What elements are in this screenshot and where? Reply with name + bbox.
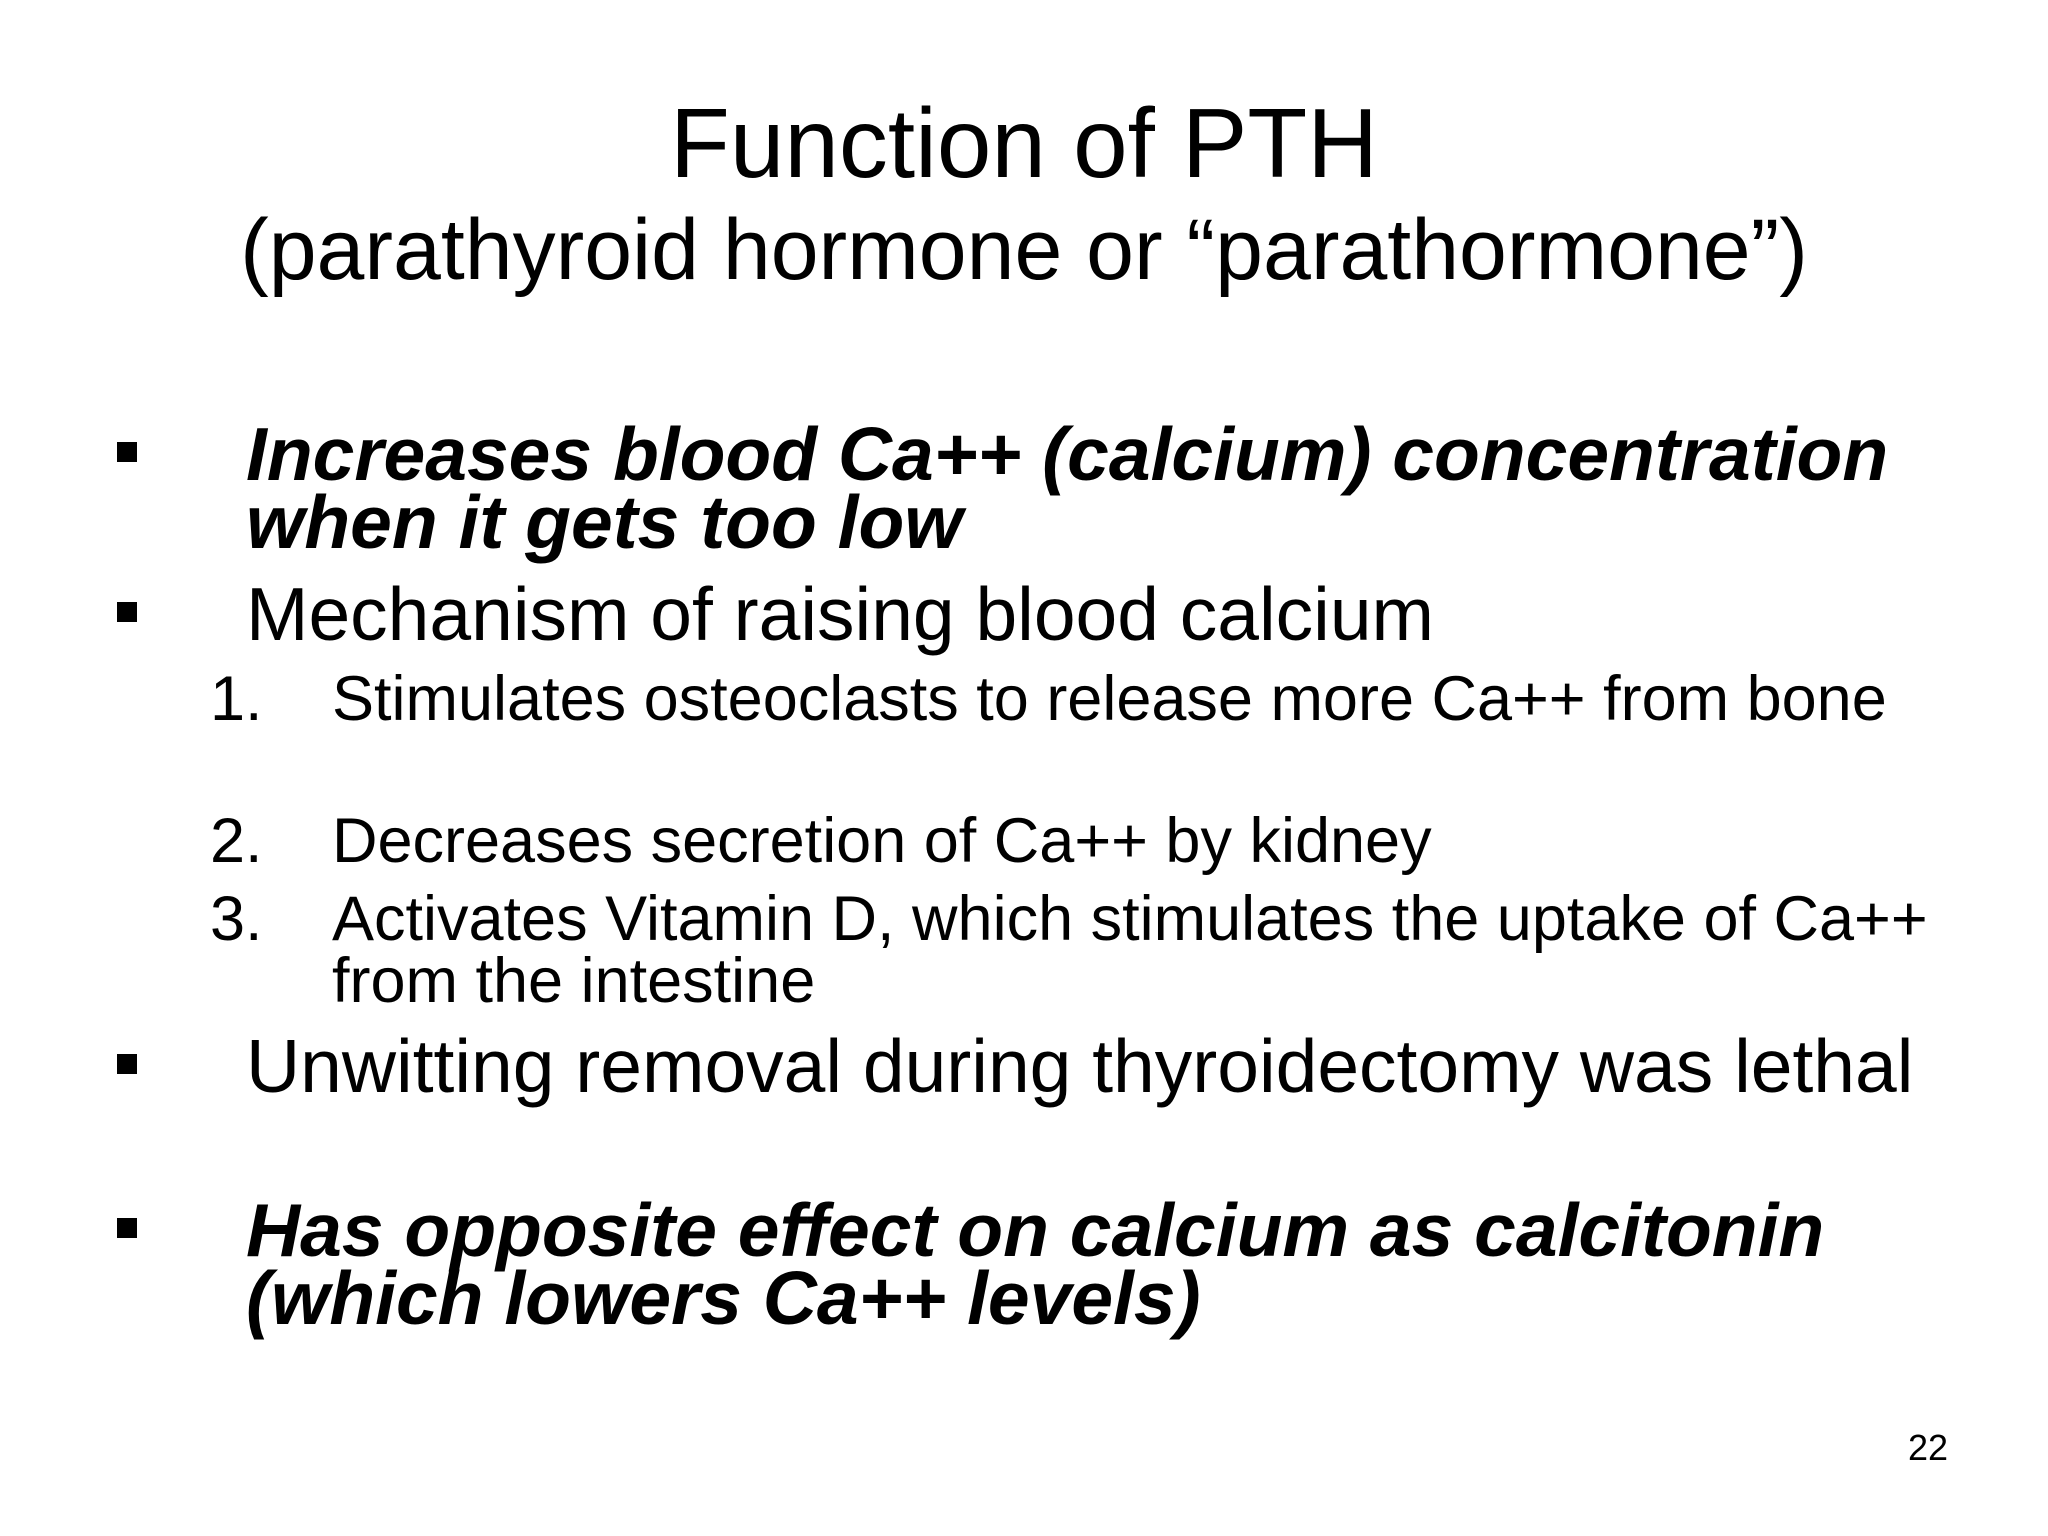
sub-item-number: 1. [210, 664, 263, 734]
bullet-text: Increases blood Ca++ (calcium) concentration when it gets too low [246, 412, 1889, 564]
sub-item-text: Stimulates osteoclasts to release more Ca++ from bone [332, 664, 1887, 734]
page-number: 22 [1907, 1427, 1948, 1468]
square-bullet-icon [117, 442, 137, 462]
sub-item-text: Activates Vitamin D, which stimulates the uptake of Ca++ from the intestine [332, 884, 1928, 1016]
bullet-text: Mechanism of raising blood calcium [246, 572, 1435, 656]
sub-item-number: 2. [210, 806, 263, 876]
bullet-text: Has opposite effect on calcium as calcitonin (which lowers Ca++ levels) [246, 1188, 1825, 1340]
square-bullet-icon [117, 1218, 137, 1238]
slide-subtitle: (parathyroid hormone or “parathormone”) [240, 202, 1808, 298]
bullet-text: Unwitting removal during thyroidectomy was lethal [246, 1024, 1914, 1108]
square-bullet-icon [117, 602, 137, 622]
sub-item-number: 3. [210, 884, 263, 954]
sub-item-text: Decreases secretion of Ca++ by kidney [332, 806, 1432, 876]
slide-title: Function of PTH [669, 88, 1379, 198]
square-bullet-icon [117, 1054, 137, 1074]
